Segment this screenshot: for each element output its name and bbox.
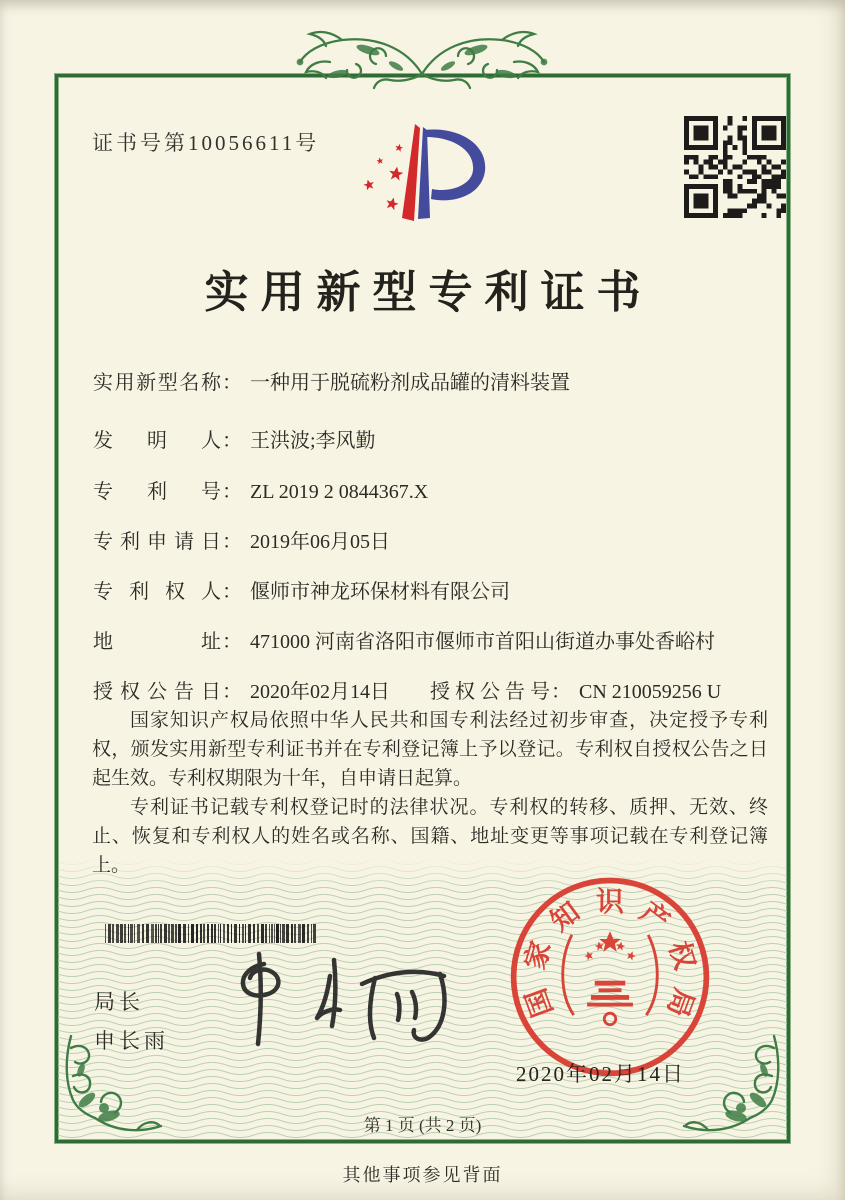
field-colon: ： bbox=[222, 531, 242, 553]
legal-paragraph-1: 国家知识产权局依照中华人民共和国专利法经过初步审查，决定授予专利权，颁发实用新型专利证书并在专利登记簿上予以登记。专利权自授权公告之日起生效。专利权期限为十年，自申请日起算。 bbox=[92, 710, 768, 789]
field-colon: ： bbox=[222, 631, 242, 653]
field-value: 2020年02月14日 bbox=[250, 681, 390, 703]
legal-paragraph-2: 专利证书记载专利权登记时的法律状况。专利权的转移、质押、无效、终止、恢复和专利权人的姓名或名称、国籍、地址变更等事项记载在专利登记簿上。 bbox=[92, 797, 768, 876]
field-value: CN 210059256 U bbox=[579, 681, 722, 703]
field-row-grant bbox=[93, 675, 722, 704]
svg-text:局: 局 bbox=[661, 984, 701, 1022]
field-colon: ： bbox=[222, 581, 242, 603]
svg-text:产: 产 bbox=[634, 895, 676, 938]
svg-text:识: 识 bbox=[596, 886, 624, 917]
field-grant-date bbox=[93, 681, 390, 703]
field-row-address bbox=[93, 625, 715, 654]
director-title: 局长 bbox=[94, 990, 144, 1014]
field-value: 2019年06月05日 bbox=[250, 531, 390, 553]
barcode bbox=[105, 924, 320, 943]
field-label: 专利号 bbox=[93, 481, 221, 503]
cnipa-patent-logo bbox=[336, 118, 508, 244]
field-colon: ： bbox=[222, 481, 242, 503]
field-row-patentee bbox=[93, 575, 510, 604]
field-label: 授权公告日 bbox=[93, 681, 221, 703]
field-label: 实用新型名称 bbox=[93, 372, 221, 394]
field-colon: ： bbox=[222, 681, 242, 703]
field-colon: ： bbox=[551, 681, 571, 703]
field-value: ZL 2019 2 0844367.X bbox=[250, 481, 429, 503]
field-value: 王洪波;李风勤 bbox=[250, 430, 376, 452]
field-colon: ： bbox=[222, 372, 242, 394]
field-label: 专利权人 bbox=[93, 581, 221, 603]
back-note: 其他事项参见背面 bbox=[342, 1165, 503, 1185]
director-name: 申长雨 bbox=[94, 1029, 169, 1053]
seal-date: 2020年02月14日 bbox=[516, 1062, 685, 1086]
field-value: 一种用于脱硫粉剂成品罐的清料装置 bbox=[250, 372, 570, 394]
svg-text:国: 国 bbox=[519, 984, 559, 1022]
official-seal bbox=[505, 870, 715, 1080]
legal-text bbox=[92, 706, 768, 880]
field-colon: ： bbox=[222, 430, 242, 452]
field-label: 地址 bbox=[93, 631, 221, 653]
page-number: 第 1 页 (共 2 页) bbox=[363, 1116, 482, 1135]
field-grant-number bbox=[430, 675, 721, 704]
field-value: 471000 河南省洛阳市偃师市首阳山街道办事处香峪村 bbox=[250, 631, 715, 653]
certificate-number: 证书号第10056611号 bbox=[92, 131, 320, 155]
field-row-filing-date bbox=[93, 525, 390, 554]
svg-text:权: 权 bbox=[663, 937, 702, 973]
field-label: 发明人 bbox=[93, 430, 221, 452]
field-label: 专利申请日 bbox=[93, 531, 221, 553]
certificate-title: 实用新型专利证书 bbox=[204, 268, 653, 317]
national-emblem bbox=[583, 931, 637, 1006]
field-value: 偃师市神龙环保材料有限公司 bbox=[250, 581, 510, 603]
top-border-ornament bbox=[262, 22, 582, 106]
svg-text:知: 知 bbox=[544, 895, 586, 938]
field-row-patent-number bbox=[93, 475, 428, 504]
field-label: 授权公告号 bbox=[430, 681, 550, 703]
qr-code bbox=[684, 116, 786, 218]
svg-text:家: 家 bbox=[518, 937, 557, 973]
field-row-inventor bbox=[93, 424, 376, 453]
field-row-utility-model-name bbox=[93, 366, 570, 395]
director-signature bbox=[212, 946, 462, 1056]
